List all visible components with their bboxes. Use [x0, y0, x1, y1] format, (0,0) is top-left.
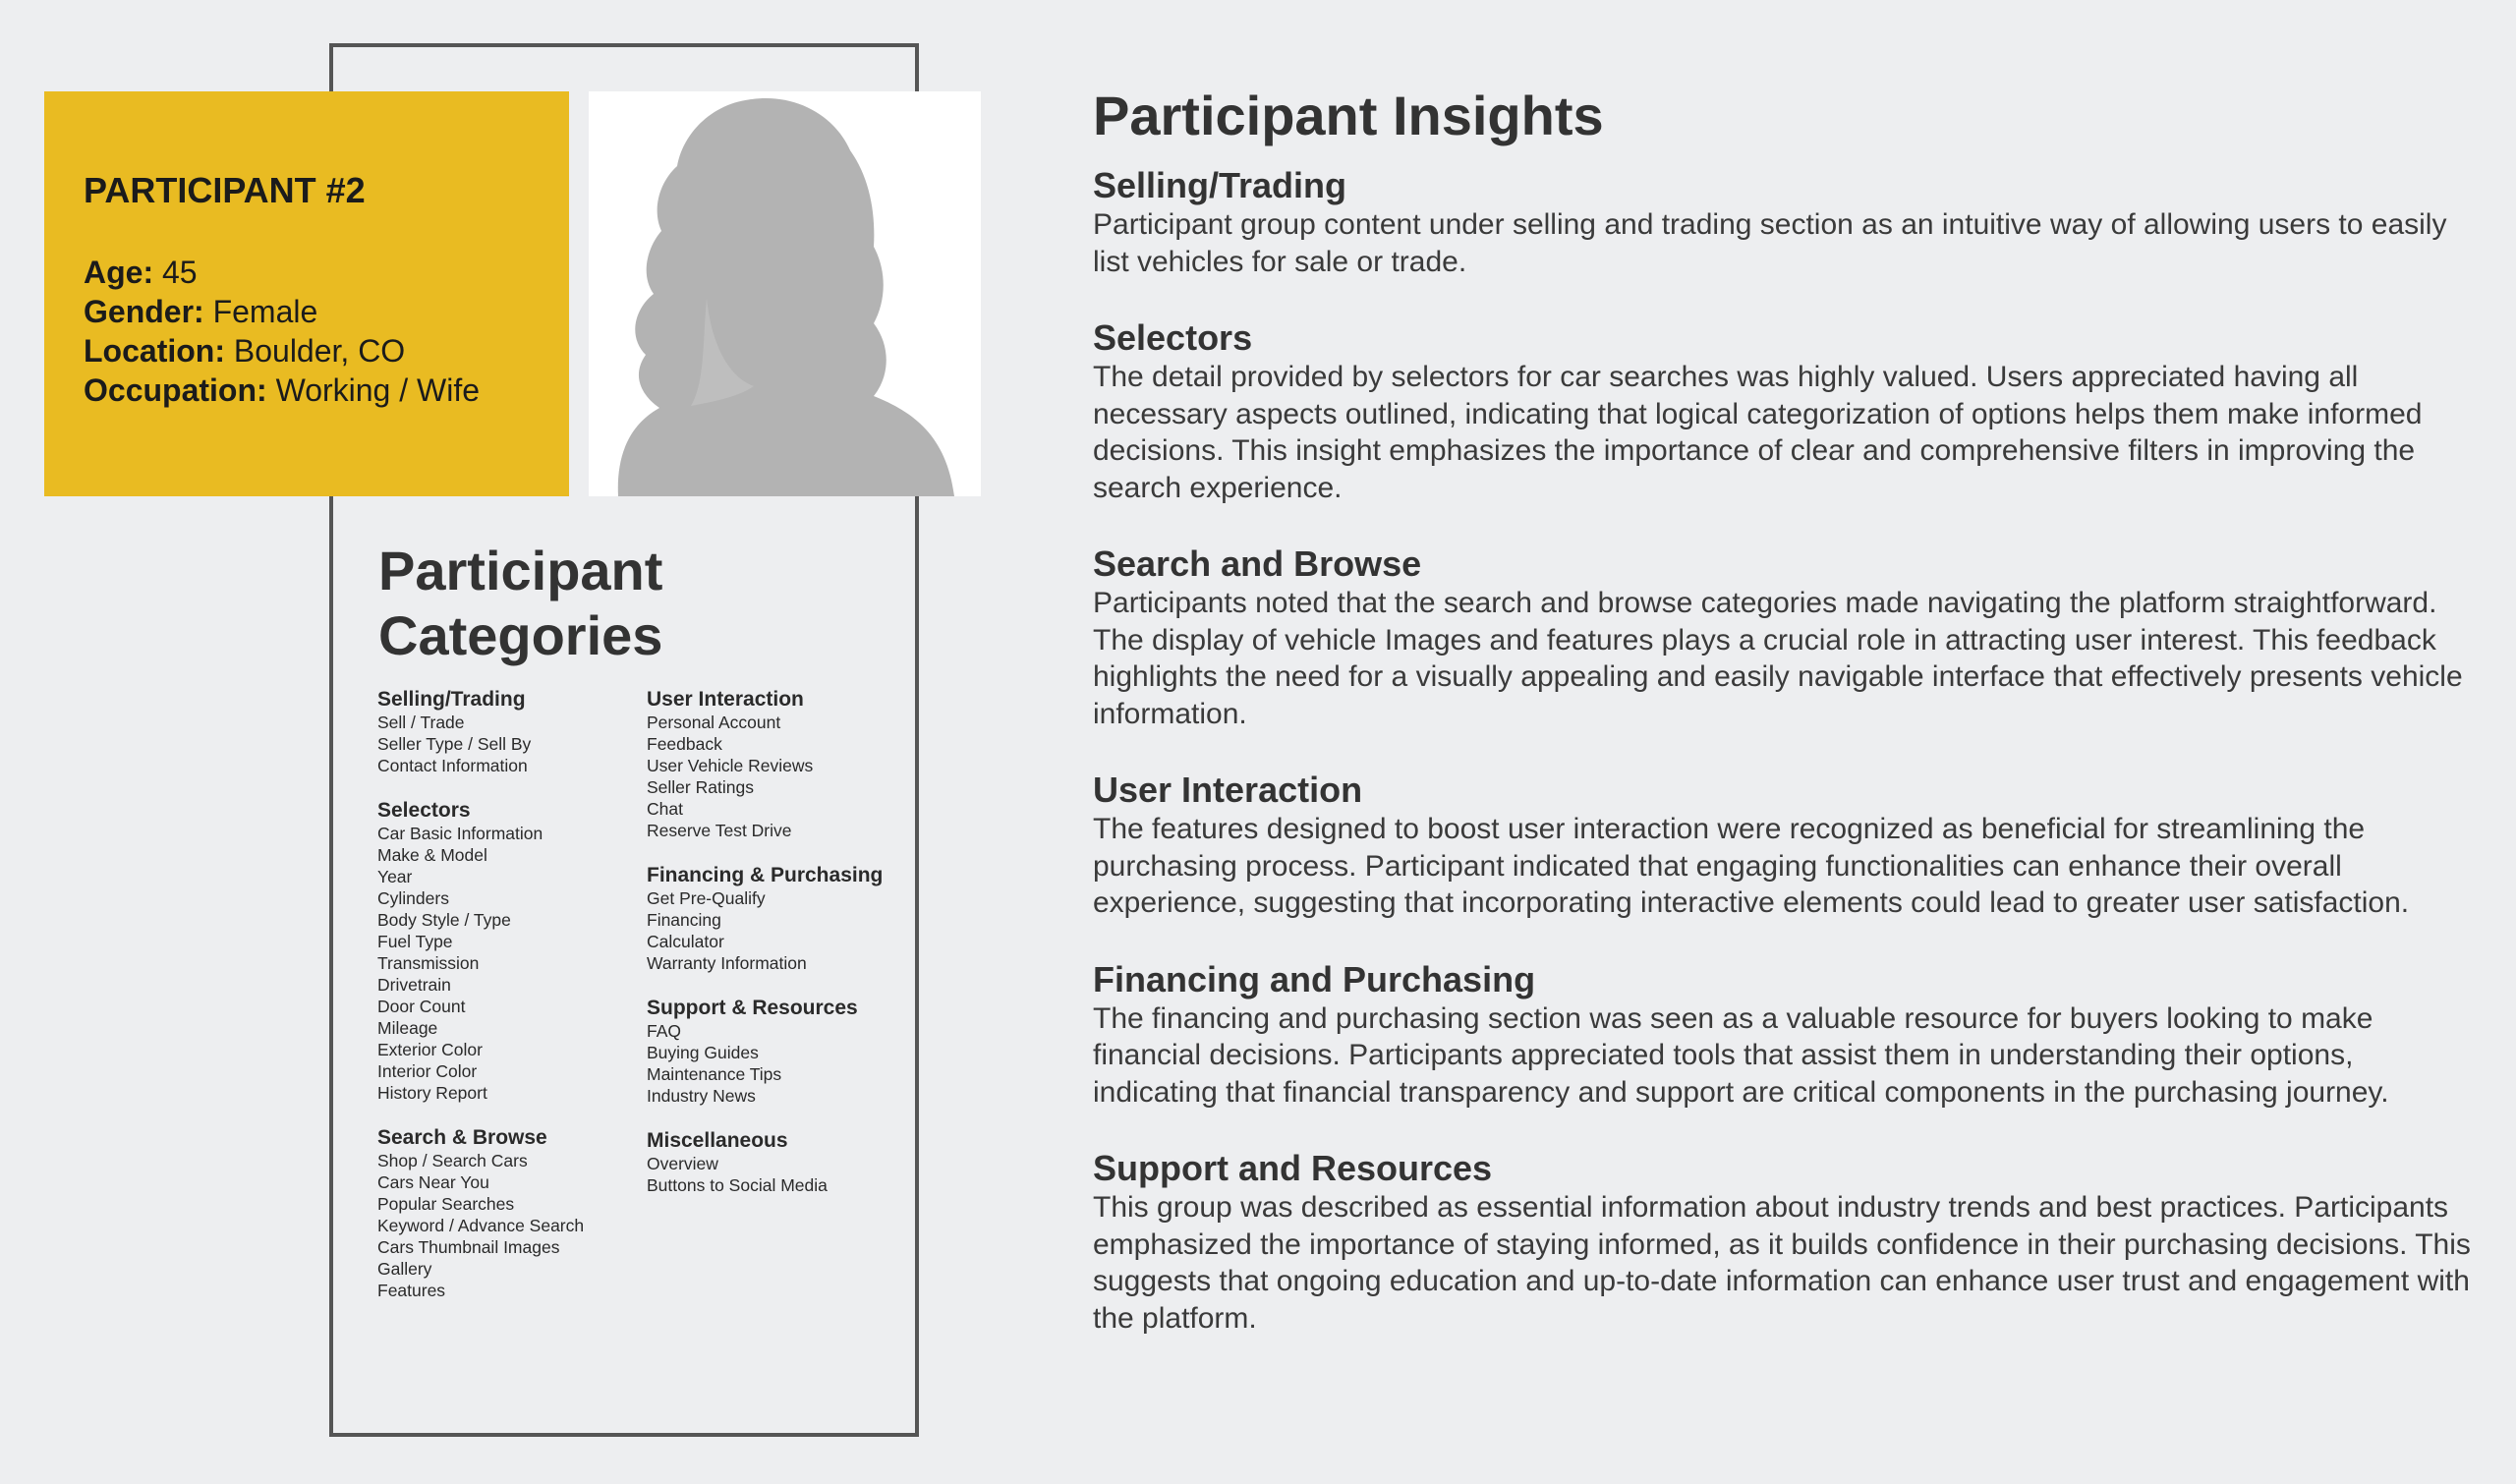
- insight-body: This group was described as essential information about industry trends and best practices. Participants emphasized the importance of staying informed, as it builds confidence in their purchasing decisions. This suggests that ongoing education and up-to-date information can enhance user trust and engagement with the platform.: [1093, 1191, 2471, 1335]
- categories-title-line1: Participant: [378, 540, 663, 601]
- insight-heading: Selectors: [1093, 317, 1253, 358]
- age-label: Age:: [84, 255, 154, 290]
- category-item: Shop / Search Cars: [377, 1151, 528, 1170]
- insight-heading: User Interaction: [1093, 770, 1363, 810]
- category-group-support-resources: [647, 996, 883, 1107]
- categories-title-line2: Categories: [378, 604, 663, 666]
- category-item: Chat: [647, 799, 683, 819]
- category-item: Door Count: [377, 997, 466, 1016]
- category-item: Sell / Trade: [377, 713, 465, 732]
- category-item: Keyword / Advance Search: [377, 1216, 585, 1235]
- participant-card: [44, 91, 569, 496]
- category-heading: Miscellaneous: [647, 1129, 788, 1152]
- category-item: Make & Model: [377, 845, 487, 865]
- participant-photo: [589, 91, 981, 496]
- insight-heading: Financing and Purchasing: [1093, 958, 1536, 999]
- category-group-financing-purchasing: [647, 863, 883, 974]
- category-heading: Financing & Purchasing: [647, 864, 884, 886]
- category-item: Fuel Type: [377, 932, 453, 951]
- category-item: History Report: [377, 1083, 487, 1103]
- category-group-miscellaneous: [647, 1128, 883, 1196]
- category-item: Overview: [647, 1154, 718, 1173]
- gender-value: Female: [212, 294, 318, 329]
- gender-label: Gender:: [84, 294, 204, 329]
- insight-section-user-interaction: [1093, 770, 2479, 922]
- insight-heading: Support and Resources: [1093, 1148, 1493, 1188]
- category-item: Interior Color: [377, 1061, 478, 1081]
- insight-body: The financing and purchasing section was seen as a valuable resource for buyers looking to make financial decisions. Participants appreciated tools that assist them in understanding their options, indicating that financial transparency and support are critical components in the purchasing journey.: [1093, 1001, 2389, 1109]
- insight-body: The features designed to boost user interaction were recognized as beneficial for streamlining the purchasing process. Participant indicated that engaging functionalities can enhance their overall experience, suggesting that incorporating interactive elements could lead to greater user satisfaction.: [1093, 813, 2410, 919]
- category-item: Industry News: [647, 1086, 756, 1106]
- category-item: Mileage: [377, 1018, 438, 1038]
- insight-section-support-resources: [1093, 1148, 2479, 1337]
- age-row: [84, 253, 530, 292]
- category-item: Get Pre-Qualify: [647, 888, 766, 908]
- category-item: Features: [377, 1281, 446, 1300]
- category-item: Financing: [647, 910, 721, 930]
- category-heading: Selling/Trading: [377, 688, 526, 711]
- category-item: Car Basic Information: [377, 824, 543, 843]
- category-item: Feedback: [647, 734, 722, 754]
- category-group-selling-trading: [377, 687, 584, 776]
- insight-body: The detail provided by selectors for car searches was highly valued. Users appreciated having all necessary aspects outlined, indicating that logical categorization of options helps them make informed decisions. This insight emphasizes the importance of clear and comprehensive filters in improving the search experience.: [1093, 361, 2423, 504]
- insight-body: Participant group content under selling and trading section as an intuitive way of allowing users to easily list vehicles for sale or trade.: [1093, 208, 2447, 278]
- category-item: Seller Ratings: [647, 777, 754, 797]
- categories-left-column: [377, 687, 584, 1323]
- category-item: Calculator: [647, 932, 724, 951]
- categories-right-column: [647, 687, 883, 1218]
- occupation-label: Occupation:: [84, 372, 267, 408]
- category-item: Body Style / Type: [377, 910, 511, 930]
- category-item: Year: [377, 867, 413, 886]
- insight-section-selectors: [1093, 317, 2479, 506]
- occupation-row: [84, 371, 530, 410]
- category-item: User Vehicle Reviews: [647, 756, 814, 775]
- categories-title: [378, 539, 662, 668]
- insight-heading: Search and Browse: [1093, 543, 1422, 584]
- participant-number: PARTICIPANT #2: [84, 170, 366, 210]
- category-heading: User Interaction: [647, 688, 804, 711]
- location-value: Boulder, CO: [233, 333, 406, 369]
- category-item: Buying Guides: [647, 1043, 759, 1062]
- category-item: Contact Information: [377, 756, 528, 775]
- category-item: Maintenance Tips: [647, 1064, 782, 1084]
- location-row: [84, 331, 530, 371]
- female-silhouette-icon: [589, 91, 981, 496]
- category-item: Seller Type / Sell By: [377, 734, 532, 754]
- category-item: Reserve Test Drive: [647, 821, 792, 840]
- category-group-selectors: [377, 798, 584, 1104]
- insight-body: Participants noted that the search and browse categories made navigating the platform straightforward. The display of vehicle Images and features plays a crucial role in attracting user interest. This feedback highlights the need for a visually appealing and easily navigable interface that effectively presents vehicle information.: [1093, 587, 2463, 730]
- category-item: Cars Thumbnail Images: [377, 1237, 560, 1257]
- category-group-search-browse: [377, 1125, 584, 1301]
- category-item: Cars Near You: [377, 1172, 489, 1192]
- insights-title: Participant Insights: [1093, 85, 1604, 146]
- category-heading: Selectors: [377, 799, 471, 822]
- insight-heading: Selling/Trading: [1093, 165, 1347, 205]
- insight-section-financing-purchasing: [1093, 959, 2479, 1112]
- category-item: Cylinders: [377, 888, 449, 908]
- category-item: Transmission: [377, 953, 480, 973]
- category-item: Warranty Information: [647, 953, 807, 973]
- gender-row: [84, 292, 530, 331]
- category-item: Popular Searches: [377, 1194, 515, 1214]
- category-heading: Search & Browse: [377, 1126, 547, 1149]
- category-item: Buttons to Social Media: [647, 1175, 828, 1195]
- category-item: FAQ: [647, 1021, 682, 1041]
- category-heading: Support & Resources: [647, 997, 858, 1019]
- age-value: 45: [162, 255, 198, 290]
- category-item: Personal Account: [647, 713, 781, 732]
- category-group-user-interaction: [647, 687, 883, 841]
- insight-section-search-browse: [1093, 543, 2479, 732]
- category-item: Drivetrain: [377, 975, 451, 995]
- insights-panel: [1093, 81, 2479, 1374]
- occupation-value: Working / Wife: [275, 372, 481, 408]
- insight-section-selling-trading: [1093, 165, 2479, 280]
- location-label: Location:: [84, 333, 225, 369]
- category-item: Gallery: [377, 1259, 432, 1279]
- category-item: Exterior Color: [377, 1040, 483, 1059]
